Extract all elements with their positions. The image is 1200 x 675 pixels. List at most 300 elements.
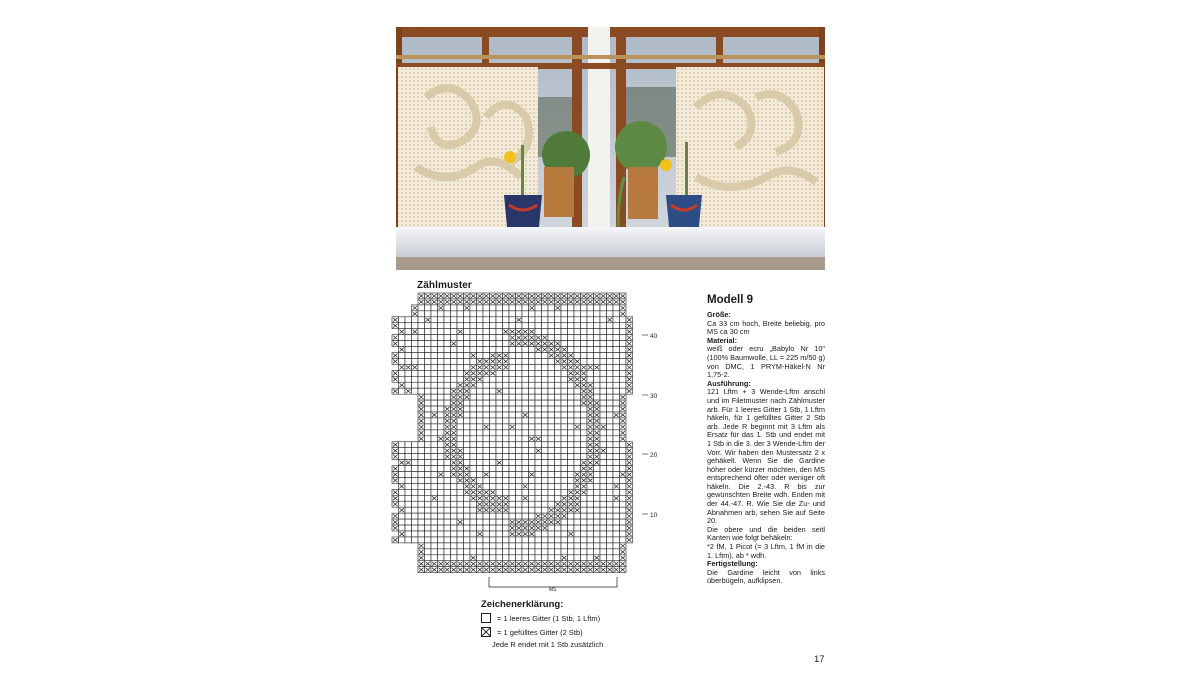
chart-cell <box>587 299 594 305</box>
chart-cell <box>568 430 575 436</box>
filled-cell-mark <box>569 508 574 512</box>
chart-cell <box>548 513 555 519</box>
filled-cell-mark <box>530 336 535 340</box>
chart-cell <box>600 370 607 376</box>
chart-cell <box>620 329 627 335</box>
chart-cell <box>561 489 568 495</box>
filled-cell-mark <box>575 377 580 381</box>
chart-cell <box>503 323 510 329</box>
chart-cell <box>522 531 529 537</box>
filled-cell-mark <box>393 377 398 381</box>
chart-cell <box>529 311 536 317</box>
chart-cell <box>444 364 451 370</box>
chart-cell <box>600 364 607 370</box>
filled-cell-mark <box>491 365 496 369</box>
filled-cell-mark <box>556 294 561 298</box>
chart-cell <box>561 406 568 412</box>
chart-cell <box>561 412 568 418</box>
chart-cell <box>535 513 542 519</box>
chart-cell <box>522 329 529 335</box>
chart-cell <box>418 412 425 418</box>
chart-cell <box>490 311 497 317</box>
filled-cell-mark <box>569 502 574 506</box>
chart-cell <box>431 501 438 507</box>
chart-cell <box>607 347 614 353</box>
chart-cell <box>607 323 614 329</box>
chart-cell <box>620 406 627 412</box>
chart-cell <box>418 442 425 448</box>
chart-cell <box>587 424 594 430</box>
chart-cell <box>444 549 451 555</box>
chart-cell <box>483 448 490 454</box>
filled-cell-mark <box>445 568 450 572</box>
chart-cell <box>399 513 406 519</box>
filled-cell-mark <box>588 461 593 465</box>
chart-cell <box>587 460 594 466</box>
legend-filled-row <box>481 626 583 638</box>
chart-cell <box>561 460 568 466</box>
chart-cell <box>451 454 458 460</box>
chart-cell <box>483 561 490 567</box>
chart-cell <box>620 317 627 323</box>
chart-cell <box>444 454 451 460</box>
filled-cell-mark <box>627 359 632 363</box>
filled-cell-mark <box>556 348 561 352</box>
filled-cell-mark <box>588 425 593 429</box>
chart-cell <box>418 555 425 561</box>
chart-cell <box>399 466 406 472</box>
chart-cell <box>522 370 529 376</box>
finishing-heading: Fertigstellung: <box>707 559 758 569</box>
filled-cell-mark <box>608 300 613 304</box>
chart-cell <box>509 483 516 489</box>
filled-cell-mark <box>595 300 600 304</box>
chart-cell <box>529 472 536 478</box>
chart-cell <box>405 347 412 353</box>
chart-cell <box>405 353 412 359</box>
chart-cell <box>620 567 627 573</box>
chart-cell <box>620 537 627 543</box>
chart-cell <box>607 394 614 400</box>
chart-cell <box>425 537 432 543</box>
chart-cell <box>516 394 523 400</box>
filled-cell-mark <box>588 431 593 435</box>
filled-cell-mark <box>588 401 593 405</box>
chart-cell <box>451 483 458 489</box>
chart-cell <box>503 353 510 359</box>
chart-cell <box>542 477 549 483</box>
chart-cell <box>444 507 451 513</box>
chart-cell <box>464 382 471 388</box>
chart-cell <box>399 442 406 448</box>
filled-cell-mark <box>523 532 528 536</box>
chart-cell <box>490 406 497 412</box>
filled-cell-mark <box>627 496 632 500</box>
chart-cell <box>431 436 438 442</box>
filled-cell-mark <box>595 294 600 298</box>
chart-cell <box>503 489 510 495</box>
chart-cell <box>399 507 406 513</box>
chart-cell <box>548 406 555 412</box>
chart-cell <box>470 370 477 376</box>
filled-cell-mark <box>621 568 626 572</box>
chart-cell <box>503 424 510 430</box>
filled-cell-mark <box>439 306 444 310</box>
chart-cell <box>561 430 568 436</box>
chart-cell <box>535 370 542 376</box>
chart-cell <box>399 358 406 364</box>
chart-cell <box>568 531 575 537</box>
chart-cell <box>613 567 620 573</box>
chart-cell <box>496 305 503 311</box>
chart-cell <box>620 323 627 329</box>
chart-cell <box>516 424 523 430</box>
chart-cell <box>509 555 516 561</box>
chart-cell <box>581 567 588 573</box>
chart-cell <box>529 537 536 543</box>
filled-cell-mark <box>445 300 450 304</box>
filled-cell-mark <box>471 556 476 560</box>
chart-cell <box>490 323 497 329</box>
chart-cell <box>464 537 471 543</box>
chart-cell <box>568 394 575 400</box>
chart-cell <box>522 567 529 573</box>
chart-cell <box>561 531 568 537</box>
chart-cell <box>503 454 510 460</box>
filled-cell-mark <box>413 312 418 316</box>
chart-cell <box>451 311 458 317</box>
chart-cell <box>470 382 477 388</box>
chart-cell <box>620 561 627 567</box>
chart-cell <box>418 406 425 412</box>
chart-cell <box>568 335 575 341</box>
execution-text: 121 Lftm + 3 Wende-Lftm anschl und im Filetmuster nach Zählmuster arb. Für 1 leeres Gitter 1 Stb, 1 Lftm häkeln, für 1 gefülltes Gitter 2 Stb arb. Jede R beginnt mit 3 Lftm als Ersatz für das 1. Stb und endet mit 1 Stb in die 3. der 3 Wende-Lftm der Vorr. Wir haben den Mustersatz 2 x gehäkelt. Wenn Sie die Gardine höher oder kürzer möchten, den MS entsprechend öfter oder weniger oft häkeln. Die 2.-43. R bis zur gewünschten Breite wdh. Enden mit der 44.-47. R. Wie Sie die Zu- und Abnahmen arb, sehen Sie auf Seite 20. <box>707 387 825 526</box>
chart-cell <box>451 370 458 376</box>
chart-cell <box>399 388 406 394</box>
chart-cell <box>542 525 549 531</box>
chart-cell <box>607 400 614 406</box>
chart-cell <box>542 341 549 347</box>
chart-cell <box>516 555 523 561</box>
chart-cell <box>509 495 516 501</box>
chart-cell <box>555 406 562 412</box>
chart-cell <box>613 364 620 370</box>
chart-cell <box>451 293 458 299</box>
filled-cell-mark <box>536 294 541 298</box>
chart-cell <box>548 561 555 567</box>
chart-cell <box>457 412 464 418</box>
chart-cell <box>568 382 575 388</box>
chart-cell <box>607 424 614 430</box>
chart-cell <box>477 549 484 555</box>
chart-cell <box>509 370 516 376</box>
chart-cell <box>561 513 568 519</box>
chart-cell <box>548 430 555 436</box>
chart-cell <box>477 317 484 323</box>
row-label-30: 30 <box>650 393 658 400</box>
chart-cell <box>444 525 451 531</box>
chart-cell <box>568 507 575 513</box>
filled-cell-mark <box>523 484 528 488</box>
chart-cell <box>392 454 399 460</box>
filled-cell-mark <box>471 478 476 482</box>
chart-cell <box>613 466 620 472</box>
chart-cell <box>581 299 588 305</box>
row-label-10: 10 <box>650 512 658 519</box>
chart-cell <box>568 454 575 460</box>
filled-cell-mark <box>588 413 593 417</box>
chart-cell <box>568 418 575 424</box>
chart-cell <box>438 400 445 406</box>
chart-cell <box>399 323 406 329</box>
chart-cell <box>399 347 406 353</box>
chart-cell <box>587 394 594 400</box>
filled-cell-mark <box>621 413 626 417</box>
chart-cell <box>483 513 490 519</box>
chart-cell <box>438 495 445 501</box>
chart-cell <box>464 317 471 323</box>
chart-cell <box>457 347 464 353</box>
chart-cell <box>620 370 627 376</box>
chart-cell <box>587 448 594 454</box>
chart-cell <box>607 543 614 549</box>
chart-cell <box>464 353 471 359</box>
chart-cell <box>542 364 549 370</box>
chart-cell <box>425 501 432 507</box>
chart-cell <box>418 483 425 489</box>
filled-cell-mark <box>432 294 437 298</box>
chart-cell <box>555 549 562 555</box>
chart-cell <box>392 388 399 394</box>
chart-cell <box>509 448 516 454</box>
chart-cell <box>607 353 614 359</box>
chart-cell <box>477 311 484 317</box>
chart-cell <box>509 489 516 495</box>
chart-cell <box>516 364 523 370</box>
chart-cell <box>444 442 451 448</box>
filled-cell-mark <box>419 544 424 548</box>
chart-cell <box>509 353 516 359</box>
chart-cell <box>581 317 588 323</box>
chart-cell <box>620 424 627 430</box>
filled-cell-mark <box>432 568 437 572</box>
chart-cell <box>418 501 425 507</box>
filled-cell-mark <box>491 502 496 506</box>
chart-cell <box>503 305 510 311</box>
chart-cell <box>444 394 451 400</box>
chart-cell <box>418 370 425 376</box>
chart-cell <box>555 519 562 525</box>
chart-cell <box>529 335 536 341</box>
filled-cell-mark <box>588 383 593 387</box>
chart-cell <box>535 549 542 555</box>
chart-cell <box>613 460 620 466</box>
chart-cell <box>444 323 451 329</box>
filled-cell-mark <box>549 354 554 358</box>
chart-cell <box>594 513 601 519</box>
filled-cell-mark <box>582 568 587 572</box>
chart-cell <box>431 382 438 388</box>
chart-cell <box>561 525 568 531</box>
chart-cell <box>555 555 562 561</box>
instructions-column <box>707 311 825 586</box>
filled-cell-mark <box>504 502 509 506</box>
chart-cell <box>490 454 497 460</box>
filled-cell-mark <box>608 562 613 566</box>
chart-cell <box>444 400 451 406</box>
chart-cell <box>470 317 477 323</box>
chart-cell <box>561 353 568 359</box>
chart-cell <box>613 501 620 507</box>
chart-cell <box>418 519 425 525</box>
chart-cell <box>412 489 419 495</box>
chart-cell <box>464 430 471 436</box>
chart-cell <box>444 561 451 567</box>
chart-cell <box>464 483 471 489</box>
chart-cell <box>470 394 477 400</box>
chart-cell <box>483 412 490 418</box>
chart-cell <box>496 531 503 537</box>
filled-cell-mark <box>393 354 398 358</box>
chart-cell <box>431 353 438 359</box>
chart-cell <box>496 501 503 507</box>
filled-cell-mark <box>588 473 593 477</box>
chart-cell <box>574 311 581 317</box>
chart-cell <box>490 549 497 555</box>
chart-cell <box>535 483 542 489</box>
chart-cell <box>457 317 464 323</box>
chart-cell <box>600 543 607 549</box>
chart-cell <box>444 347 451 353</box>
chart-cell <box>431 531 438 537</box>
chart-cell <box>399 495 406 501</box>
filled-cell-mark <box>536 562 541 566</box>
chart-cell <box>529 519 536 525</box>
chart-cell <box>496 376 503 382</box>
chart-cell <box>483 418 490 424</box>
filled-cell-mark <box>465 478 470 482</box>
chart-cell <box>587 483 594 489</box>
chart-cell <box>509 400 516 406</box>
chart-cell <box>555 489 562 495</box>
chart-cell <box>477 299 484 305</box>
chart-cell <box>516 472 523 478</box>
filled-cell-mark <box>452 413 457 417</box>
filled-cell-mark <box>510 562 515 566</box>
chart-cell <box>516 335 523 341</box>
chart-cell <box>444 477 451 483</box>
chart-cell <box>412 341 419 347</box>
chart-cell <box>392 353 399 359</box>
chart-cell <box>594 507 601 513</box>
chart-cell <box>477 430 484 436</box>
chart-cell <box>425 388 432 394</box>
chart-cell <box>548 311 555 317</box>
chart-cell <box>587 561 594 567</box>
chart-cell <box>522 364 529 370</box>
chart-cell <box>444 567 451 573</box>
chart-cell <box>516 543 523 549</box>
chart-cell <box>438 442 445 448</box>
chart-cell <box>438 358 445 364</box>
chart-cell <box>464 299 471 305</box>
chart-cell <box>613 513 620 519</box>
filled-cell-mark <box>517 520 522 524</box>
chart-cell <box>438 394 445 400</box>
chart-cell <box>425 317 432 323</box>
chart-cell <box>425 323 432 329</box>
chart-cell <box>438 489 445 495</box>
chart-cell <box>626 364 633 370</box>
chart-cell <box>425 507 432 513</box>
chart-cell <box>626 353 633 359</box>
filled-cell-mark <box>536 348 541 352</box>
chart-cell <box>542 495 549 501</box>
filled-cell-mark <box>601 568 606 572</box>
chart-cell <box>418 567 425 573</box>
chart-cell <box>405 341 412 347</box>
filled-cell-mark <box>627 520 632 524</box>
chart-cell <box>470 388 477 394</box>
chart-cell <box>405 507 412 513</box>
filled-cell-mark <box>569 300 574 304</box>
chart-cell <box>561 442 568 448</box>
execution-heading: Ausführung: <box>707 378 751 388</box>
filled-cell-mark <box>627 443 632 447</box>
chart-cell <box>607 358 614 364</box>
chart-cell <box>535 364 542 370</box>
chart-cell <box>607 489 614 495</box>
chart-cell <box>561 323 568 329</box>
chart-cell <box>542 489 549 495</box>
filled-cell-mark <box>478 562 483 566</box>
chart-cell <box>477 537 484 543</box>
chart-cell <box>438 454 445 460</box>
chart-cell <box>516 406 523 412</box>
chart-cell <box>607 418 614 424</box>
finishing-text: Die Gardine leicht von links überbügeln, aufklipsen. <box>707 567 825 586</box>
chart-cell <box>587 436 594 442</box>
chart-cell <box>399 370 406 376</box>
chart-cell <box>438 299 445 305</box>
chart-cell <box>587 531 594 537</box>
filled-cell-mark <box>393 371 398 375</box>
chart-cell <box>594 370 601 376</box>
filled-cell-mark <box>484 568 489 572</box>
filled-cell-mark <box>471 354 476 358</box>
filled-cell-mark <box>419 300 424 304</box>
filled-cell-mark <box>556 520 561 524</box>
chart-cell <box>522 543 529 549</box>
chart-cell <box>503 483 510 489</box>
chart-cell <box>392 317 399 323</box>
chart-cell <box>548 341 555 347</box>
chart-cell <box>490 489 497 495</box>
chart-cell <box>444 537 451 543</box>
chart-cell <box>535 323 542 329</box>
chart-cell <box>418 513 425 519</box>
filled-cell-mark <box>582 461 587 465</box>
filled-cell-mark <box>484 425 489 429</box>
chart-cell <box>555 501 562 507</box>
filled-cell-mark <box>582 294 587 298</box>
filled-cell-mark <box>549 348 554 352</box>
chart-cell <box>626 335 633 341</box>
filled-cell-mark <box>523 526 528 530</box>
chart-cell <box>516 323 523 329</box>
chart-cell <box>483 335 490 341</box>
chart-cell <box>535 293 542 299</box>
